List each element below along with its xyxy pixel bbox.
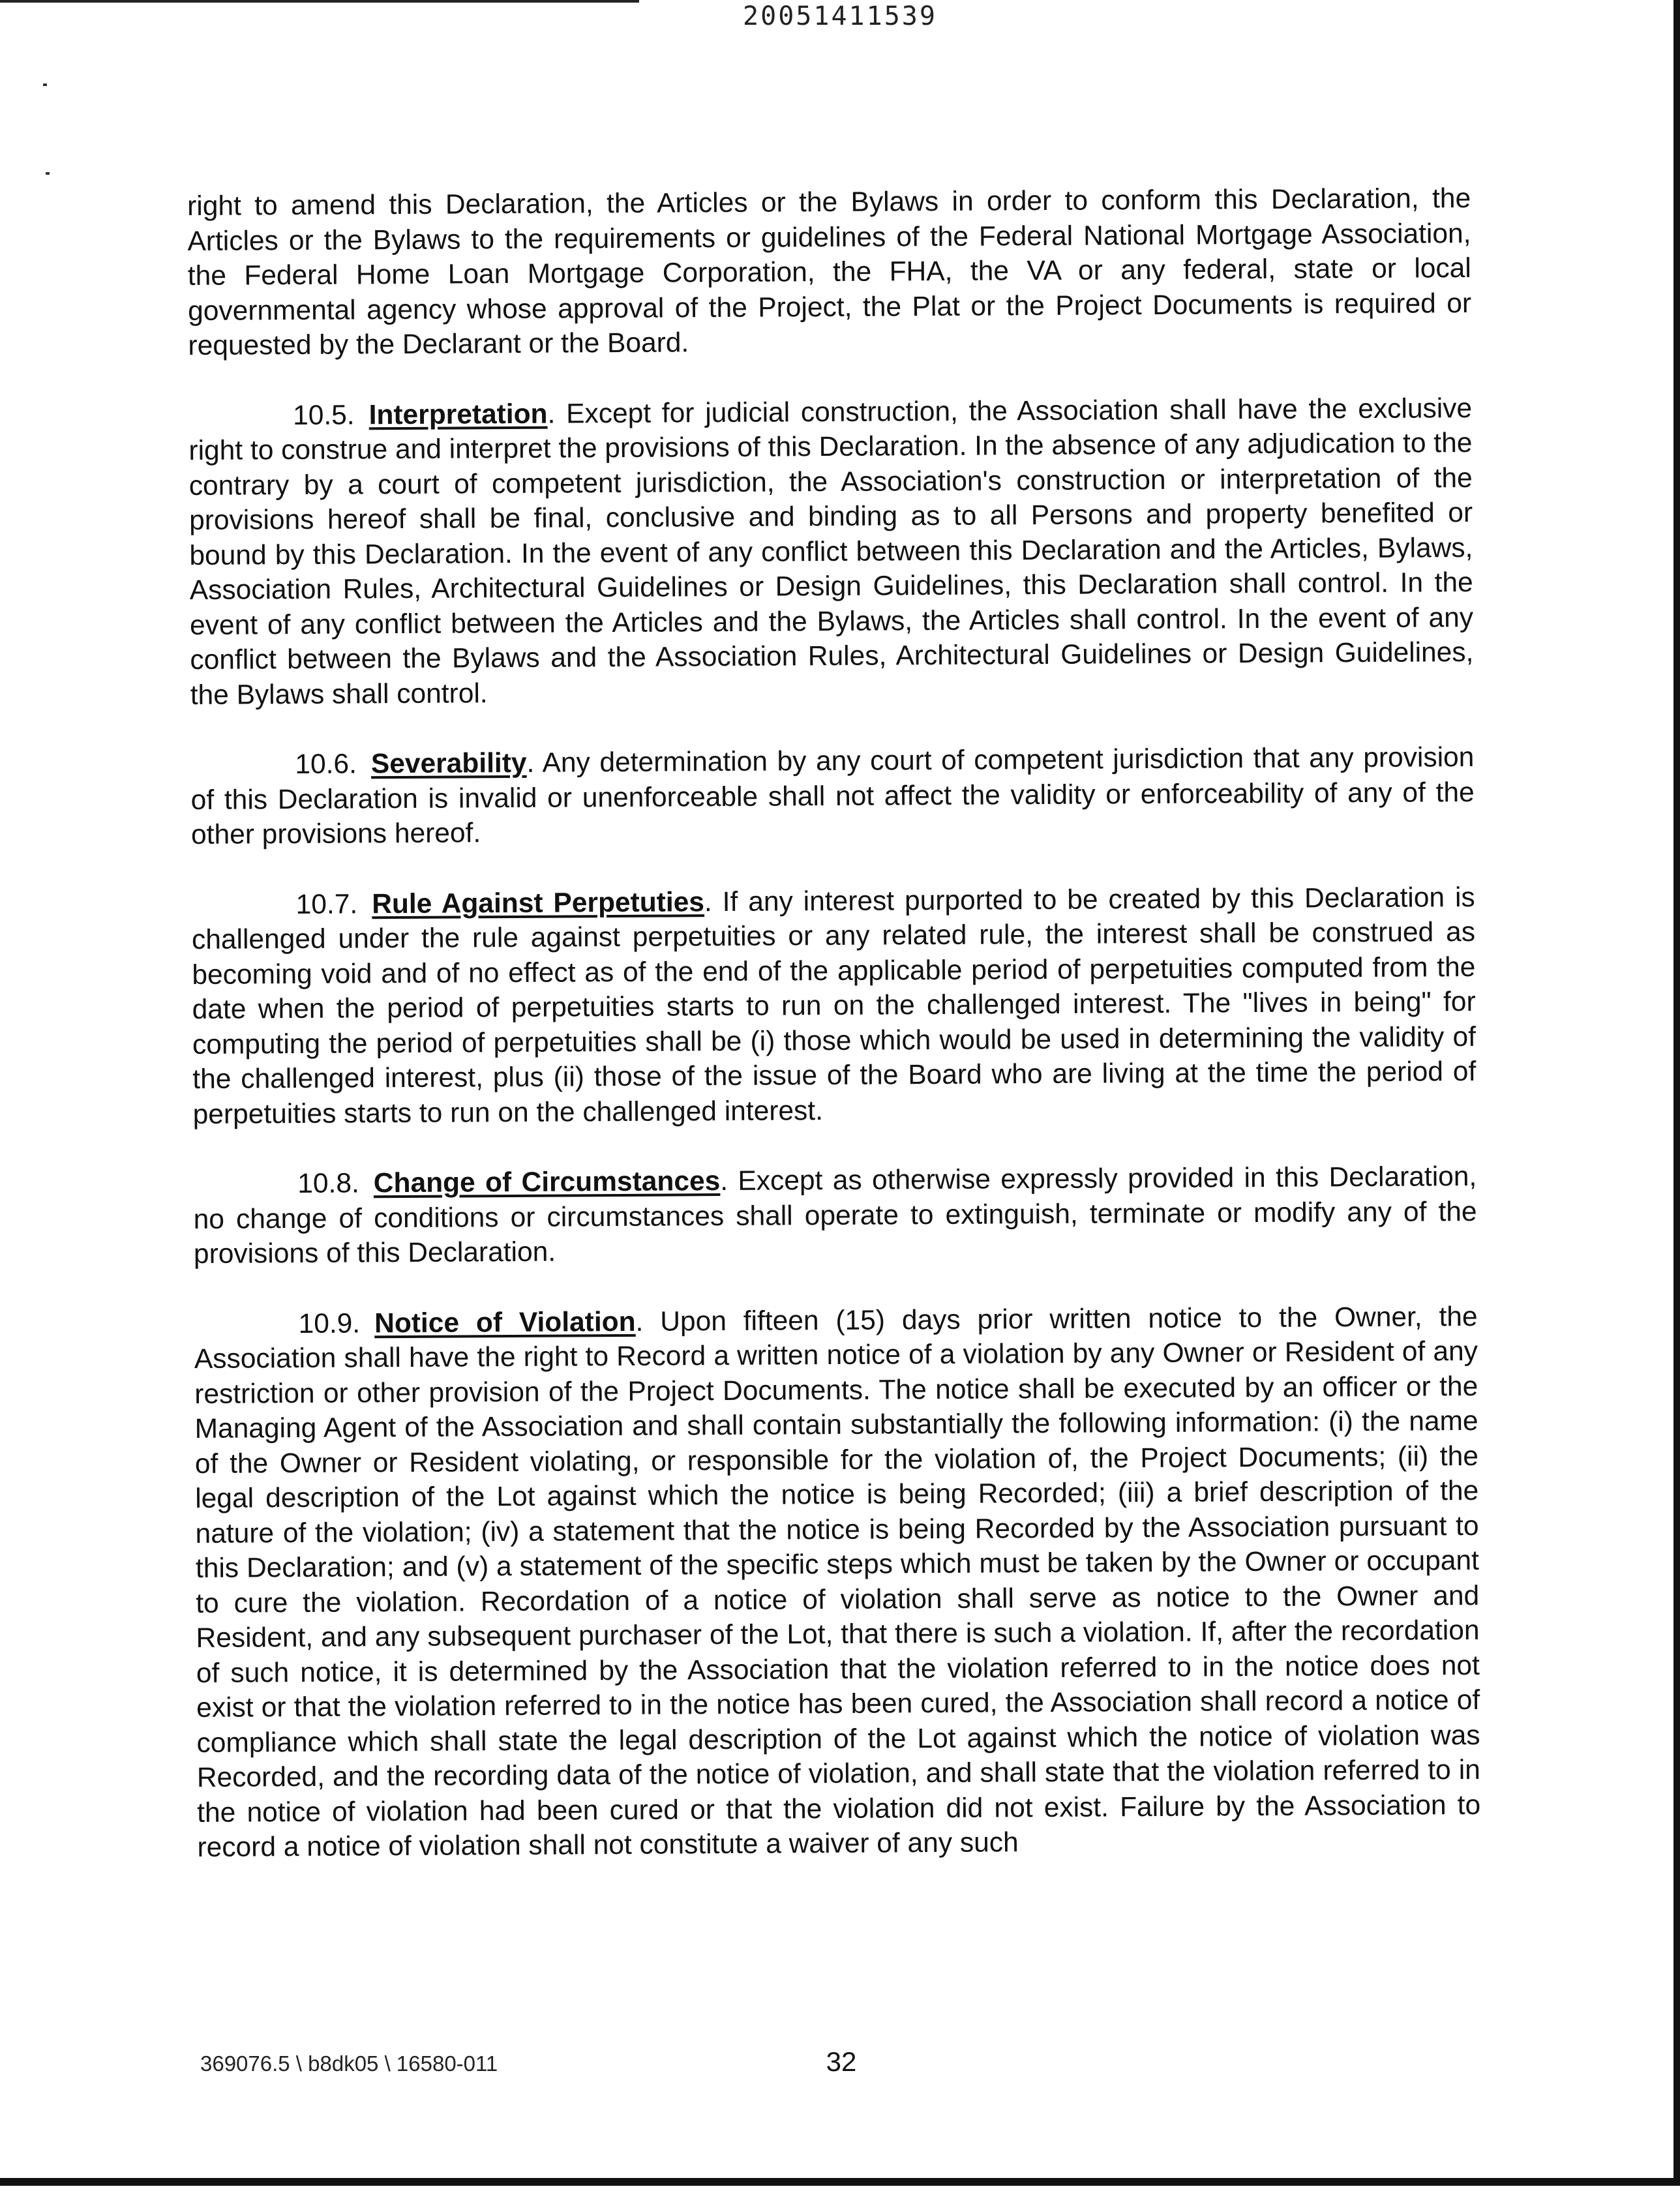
section-10-5 <box>188 391 1474 713</box>
scan-right-edge <box>1673 0 1680 2186</box>
section-heading: Rule Against Perpetuties <box>372 886 705 919</box>
section-text: . Any determination by any court of competent jurisdiction that any provision of this Declaration is invalid or unenforceable shall not affect the validity or enforceability of any of the other provisions hereof. <box>190 741 1475 850</box>
footer-document-id: 369076.5 \ b8dk05 \ 16580-011 <box>200 2051 498 2076</box>
section-10-7 <box>192 880 1477 1132</box>
section-number: 10.8. <box>297 1168 359 1199</box>
section-number: 10.7. <box>295 888 358 920</box>
section-heading: Interpretation <box>368 398 548 430</box>
section-text: . Except as otherwise expressly provided in this Declaration, no change of conditions or circumstances shall operate to extinguish, terminate or modify any of the provisions of this Declaration. <box>193 1161 1477 1270</box>
scan-bottom-edge <box>0 2178 1680 2186</box>
scan-speck <box>46 172 50 175</box>
section-text: . Upon fifteen (15) days prior written notice to the Owner, the Association shall have the right to Record a written notice of a violation by any Owner or Resident of any restriction or other provision of the Project Documents. The notice shall be executed by an officer or the Managing Agent of the Association and shall contain substantially the following information: (i) the name of the Owner or Resident violating, or responsible for the violation of, the Project Documents; (ii) the legal description of the Lot against which the notice is being Recorded; (iii) a brief description of the nature of the violation; (iv) a statement that the notice is being Recorded by the Association pursuant to this Declaration; and (v) a statement of the specific steps which must be taken by the Owner or occupant to cure the violation. Recordation of a notice of violation shall serve as notice to the Owner and Resident, and any subsequent purchaser of the Lot, that there is such a violation. If, after the recordation of such notice, it is determined by the Association that the violation referred to in the notice does not exist or that the violation referred to in the notice has been cured, the Association shall record a notice of compliance which shall state the legal description of the Lot against which the notice of violation was Recorded, and the recording data of the notice of violation, and shall state that the violation referred to in the notice of violation had been cured or that the violation did not exist. Failure by the Association to record a notice of violation shall not constitute a waiver of any such <box>194 1301 1481 1863</box>
page-number: 32 <box>826 2046 857 2077</box>
section-number: 10.9. <box>298 1307 361 1339</box>
section-10-6 <box>190 740 1475 853</box>
section-heading: Notice of Violation <box>374 1306 636 1339</box>
section-10-9 <box>194 1299 1480 1865</box>
section-heading: Severability <box>370 747 527 780</box>
document-body <box>187 181 1481 1900</box>
continuation-paragraph: right to amend this Declaration, the Articles or the Bylaws in order to conform this Declaration, the Articles or the Bylaws to the requirements or guidelines of the Federal National Mortgage Association, the Federal Home Loan Mortgage Corporation, the FHA, the VA or any federal, state or local governmental agency whose approval of the Project, the Plat or the Project Documents is required or requested by the Declarant or the Board. <box>187 183 1472 361</box>
section-text: . Except for judicial construction, the Association shall have the exclusive right to construe and interpret the provisions of this Declaration. In the absence of any adjudication to the contrary by a court of competent jurisdiction, the Association's construction or interpretation of the provisions hereof shall be final, conclusive and binding as to all Persons and property benefited or bound by this Declaration. In the event of any conflict between this Declaration and the Articles, Bylaws, Association Rules, Architectural Guidelines or Design Guidelines, this Declaration shall control. In the event of any conflict between the Articles and the Bylaws, the Articles shall control. In the event of any conflict between the Bylaws and the Association Rules, Architectural Guidelines or Design Guidelines, the Bylaws shall control. <box>188 393 1474 711</box>
section-text: . If any interest purported to be created by this Declaration is challenged under the rule against perpetuities or any related rule, the interest shall be construed as becoming void and of no effect as of the end of the applicable period of perpetuities computed from the date when the period of perpetuities starts to run on the challenged interest. The "lives in being" for computing the period of perpetuities shall be (i) those which would be used in determining the validity of the challenged interest, plus (ii) those of the issue of the Board who are living at the time the period of perpetuities starts to run on the challenged interest. <box>191 882 1477 1130</box>
section-number: 10.5. <box>292 399 355 431</box>
scan-speck <box>43 83 47 86</box>
recording-number: 20051411539 <box>743 1 937 31</box>
section-number: 10.6. <box>295 749 357 781</box>
section-10-8 <box>193 1159 1477 1272</box>
section-heading: Change of Circumstances <box>373 1166 721 1199</box>
